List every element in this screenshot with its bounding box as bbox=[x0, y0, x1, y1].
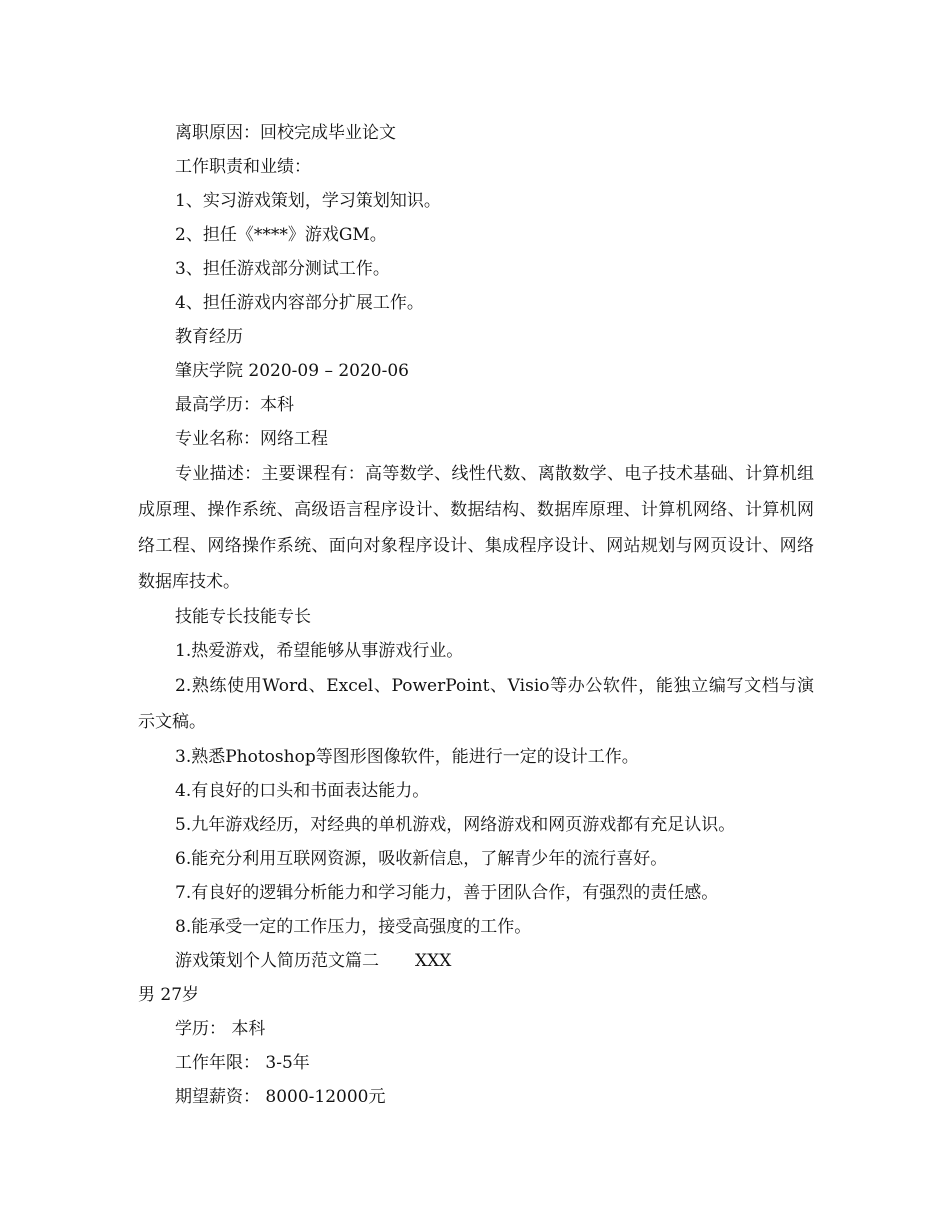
skill-item-7: 7.有良好的逻辑分析能力和学习能力，善于团队合作，有强烈的责任感。 bbox=[175, 883, 719, 903]
skill-item-8: 8.能承受一定的工作压力，接受高强度的工作。 bbox=[175, 917, 532, 937]
work-years-row bbox=[138, 1046, 814, 1080]
skill-item-5: 5.九年游戏经历，对经典的单机游戏，网络游戏和网页游戏都有充足认识。 bbox=[175, 815, 736, 835]
leave-reason: 离职原因：回校完成毕业论文 bbox=[175, 123, 396, 143]
highest-degree: 最高学历：本科 bbox=[175, 395, 294, 415]
resume-two-heading bbox=[138, 944, 814, 978]
major-description: 专业描述：主要课程有：高等数学、线性代数、离散数学、电子技术基础、计算机组成原理、操作系统、高级语言程序设计、数据结构、数据库原理、计算机网络、计算机网络工程、网络操作系统、面向对象程序设计、集成程序设计、网站规划与网页设计、网络数据库技术。 bbox=[138, 464, 814, 592]
skills-heading: 技能专长技能专长 bbox=[175, 607, 311, 627]
duty-item-2: 2、担任《****》游戏GM。 bbox=[175, 225, 387, 245]
skill-item-1: 1.热爱游戏，希望能够从事游戏行业。 bbox=[175, 641, 464, 661]
expected-salary-value: 8000-12000元 bbox=[265, 1087, 386, 1107]
document-body bbox=[138, 116, 814, 1114]
education-label: 学历： bbox=[175, 1019, 226, 1039]
gender-age: 男 27岁 bbox=[138, 985, 200, 1005]
duty-item-1: 1、实习游戏策划，学习策划知识。 bbox=[175, 191, 441, 211]
education-value: 本科 bbox=[231, 1019, 266, 1039]
resume-two-title: 游戏策划个人简历范文篇二 bbox=[175, 951, 379, 971]
resume-two-name: XXX bbox=[415, 951, 452, 971]
duty-item-4: 4、担任游戏内容部分扩展工作。 bbox=[175, 293, 424, 313]
skill-item-2: 2.熟练使用Word、Excel、PowerPoint、Visio等办公软件，能独立编写文档与演示文稿。 bbox=[138, 676, 814, 732]
skill-item-4: 4.有良好的口头和书面表达能力。 bbox=[175, 781, 430, 801]
skill-item-3: 3.熟悉Photoshop等图形图像软件，能进行一定的设计工作。 bbox=[175, 747, 639, 767]
duty-item-3: 3、担任游戏部分测试工作。 bbox=[175, 259, 390, 279]
work-years-value: 3-5年 bbox=[265, 1053, 310, 1073]
expected-salary-row bbox=[138, 1080, 814, 1114]
expected-salary-label: 期望薪资： bbox=[175, 1087, 260, 1107]
education-row bbox=[138, 1012, 814, 1046]
skill-item-6: 6.能充分利用互联网资源，吸收新信息，了解青少年的流行喜好。 bbox=[175, 849, 668, 869]
work-years-label: 工作年限： bbox=[175, 1053, 260, 1073]
education-heading: 教育经历 bbox=[175, 327, 243, 347]
major-name: 专业名称：网络工程 bbox=[175, 429, 328, 449]
school-period: 肇庆学院 2020-09 – 2020-06 bbox=[175, 361, 409, 381]
duties-heading: 工作职责和业绩： bbox=[175, 157, 311, 177]
